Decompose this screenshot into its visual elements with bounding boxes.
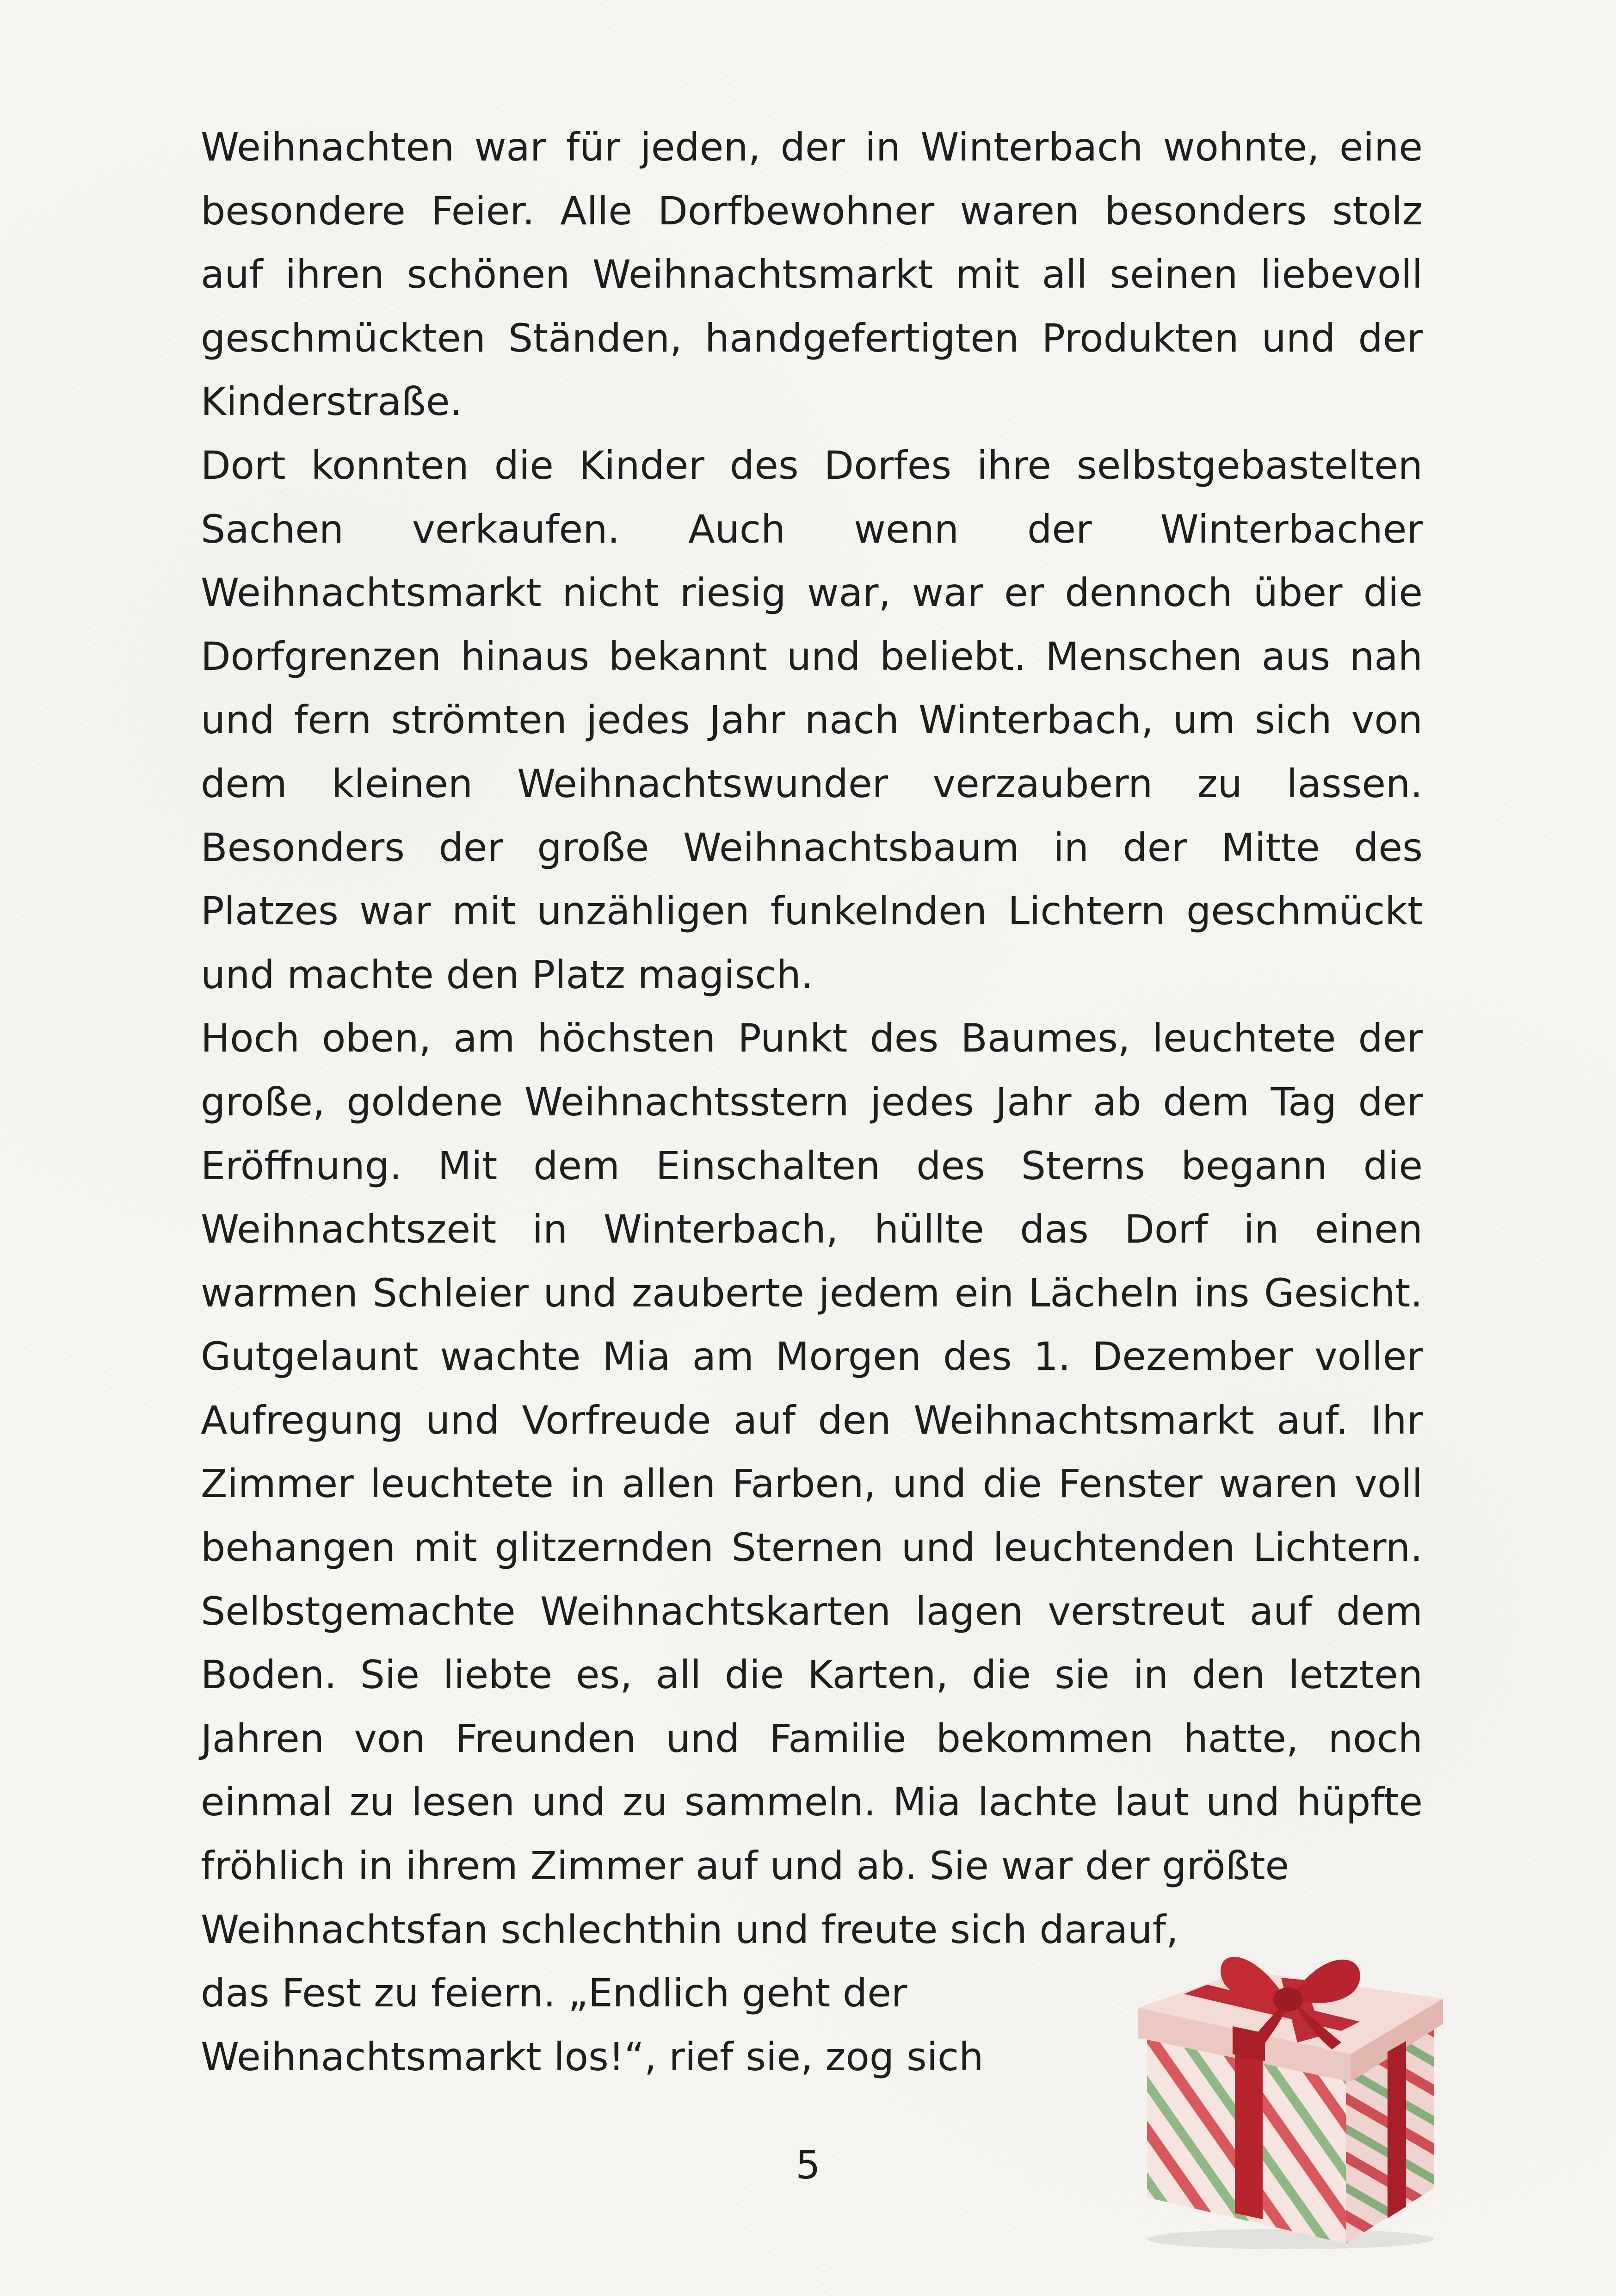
text-line: Weihnachtszeit in Winterbach, hüllte das Dorf in einen: [201, 1207, 1423, 1252]
text-line: Hoch oben, am höchsten Punkt des Baumes, leuchtete der: [201, 1015, 1423, 1061]
text-line: Aufregung und Vorfreude auf den Weihnachtsmarkt auf. Ihr: [201, 1397, 1423, 1443]
text-line: Weihnachten war für jeden, der in Winterbach wohnte, eine: [201, 124, 1423, 170]
text-line: Zimmer leuchtete in allen Farben, und die Fenster waren voll: [201, 1461, 1423, 1507]
text-line: Kinderstraße.: [201, 379, 463, 425]
text-line: Gutgelaunt wachte Mia am Morgen des 1. Dezember voller: [201, 1334, 1423, 1380]
text-line: und fern strömten jedes Jahr nach Winterbach, um sich von: [201, 697, 1423, 743]
text-line: fröhlich in ihrem Zimmer auf und ab. Sie war der größte: [201, 1843, 1289, 1889]
text-line: geschmückten Ständen, handgefertigten Produkten und der: [201, 315, 1423, 361]
text-line: Besonders der große Weihnachtsbaum in der Mitte des: [201, 824, 1423, 870]
text-line: Jahren von Freunden und Familie bekommen hatte, noch: [201, 1715, 1423, 1761]
text-line: Weihnachtsfan schlechthin und freute sich darauf,: [201, 1906, 1178, 1952]
text-line: Platzes war mit unzähligen funkelnden Lichtern geschmückt: [201, 888, 1423, 934]
text-line: Dorfgrenzen hinaus bekannt und beliebt. Menschen aus nah: [201, 633, 1423, 679]
gift-box-icon: [1129, 1920, 1452, 2253]
text-line: das Fest zu feiern. „Endlich geht der: [201, 1970, 907, 2016]
text-line: und machte den Platz magisch.: [201, 952, 814, 997]
text-line: besondere Feier. Alle Dorfbewohner waren besonders stolz: [201, 188, 1423, 234]
text-line: auf ihren schönen Weihnachtsmarkt mit all seinen liebevoll: [201, 252, 1423, 297]
text-line: große, goldene Weihnachtsstern jedes Jahr ab dem Tag der: [201, 1079, 1423, 1125]
text-line: einmal zu lesen und zu sammeln. Mia lachte laut und hüpfte: [201, 1779, 1423, 1825]
body-text: [201, 116, 1423, 2089]
text-line: warmen Schleier und zauberte jedem ein Lächeln ins Gesicht.: [201, 1270, 1423, 1316]
text-line: Dort konnten die Kinder des Dorfes ihre selbstgebastelten: [201, 442, 1423, 488]
text-line: dem kleinen Weihnachtswunder verzaubern zu lassen.: [201, 761, 1423, 806]
text-line: Selbstgemachte Weihnachtskarten lagen verstreut auf dem: [201, 1588, 1423, 1634]
text-line: Weihnachtsmarkt nicht riesig war, war er dennoch über die: [201, 570, 1423, 616]
text-line: Boden. Sie liebte es, all die Karten, die sie in den letzten: [201, 1652, 1423, 1698]
text-line: Weihnachtsmarkt los!“, rief sie, zog sich: [201, 2034, 984, 2079]
text-line: Sachen verkaufen. Auch wenn der Winterbacher: [201, 506, 1423, 552]
text-line: Eröffnung. Mit dem Einschalten des Sterns begann die: [201, 1143, 1423, 1188]
page-number: 5: [796, 2142, 820, 2188]
text-line: behangen mit glitzernden Sternen und leuchtenden Lichtern.: [201, 1525, 1423, 1571]
